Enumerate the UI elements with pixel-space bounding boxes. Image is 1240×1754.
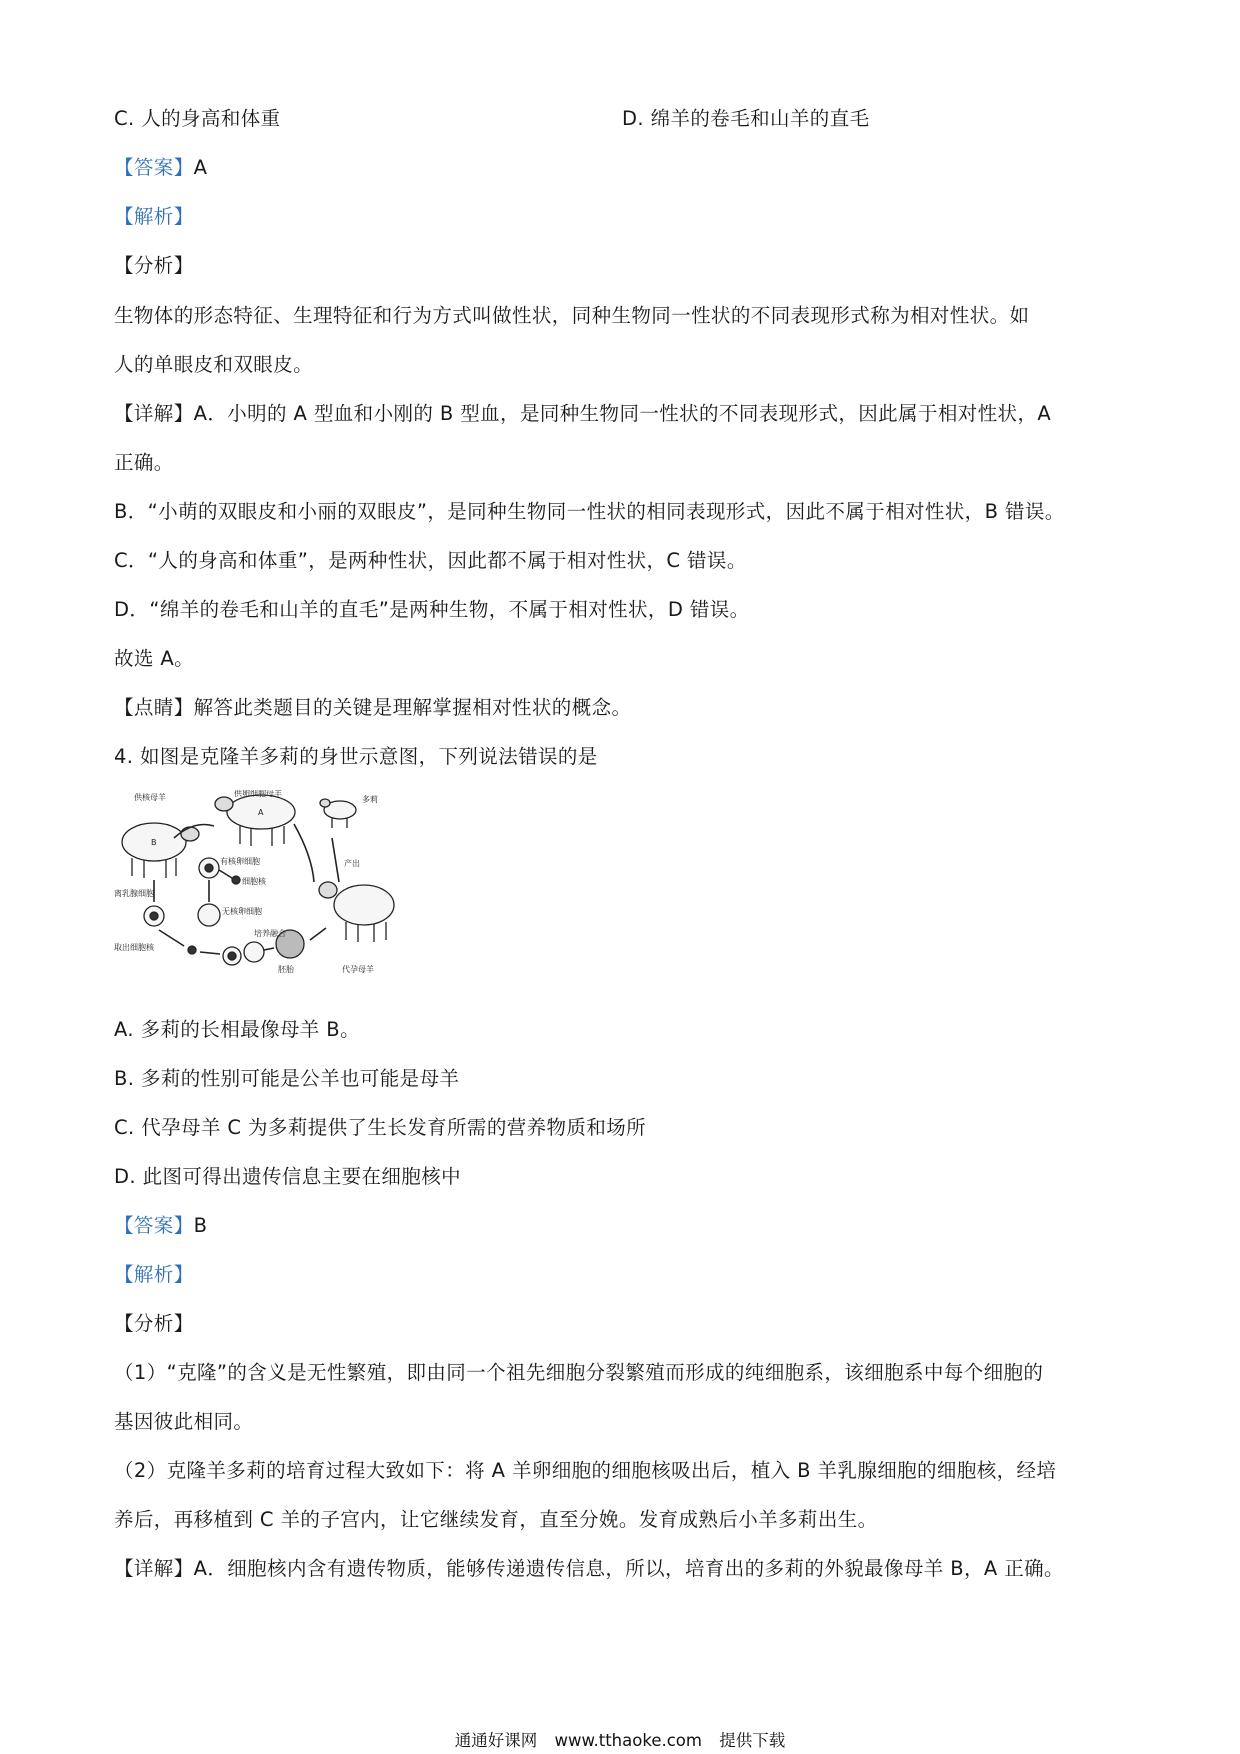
sheep-b-icon (122, 823, 199, 878)
sheep-c-icon (319, 882, 394, 942)
nucleus-icon (232, 876, 240, 884)
label-surrogate: 代孕母羊 (342, 965, 374, 974)
q4-p2-line-2: 养后，再移植到 C 羊的子宫内，让它继续发育，直至分娩。发育成熟后小羊多莉出生。 (114, 1508, 878, 1531)
detail-b: B．“小萌的双眼皮和小丽的双眼皮”，是同种生物同一性状的相同表现形式，因此不属于相对性状，B 错误。 (114, 500, 1065, 523)
dianjing: 【点睛】解答此类题目的关键是理解掌握相对性状的概念。 (114, 696, 632, 719)
q4-p1-line-2: 基因彼此相同。 (114, 1410, 254, 1433)
label-extracted: 取出细胞核 (114, 943, 154, 952)
label-mammary: 离乳腺细胞 (114, 889, 154, 898)
footer-url[interactable]: www.tthaoke.com (554, 1731, 702, 1750)
q4-option-c: C. 代孕母羊 C 为多莉提供了生长发育所需的营养物质和场所 (114, 1116, 647, 1139)
footer-note: 提供下载 (719, 1731, 786, 1750)
label-embryo: 胚胎 (278, 965, 294, 974)
detail-line-2: 正确。 (114, 451, 174, 474)
fenxi-label-prev: 【分析】 (114, 254, 194, 277)
answer-label: 【答案】 (114, 156, 194, 179)
label-birth: 产出 (344, 859, 360, 868)
option-c-prev: C. 人的身高和体重 (114, 107, 281, 130)
q4-fenxi-label: 【分析】 (114, 1312, 194, 1335)
q4-answer-label: 【答案】 (114, 1214, 194, 1237)
answer-value: A (193, 156, 208, 179)
detail-c: C．“人的身高和体重”，是两种性状，因此都不属于相对性状，C 错误。 (114, 549, 747, 572)
option-d-prev: D. 绵羊的卷毛和山羊的直毛 (622, 107, 870, 130)
page-footer (0, 1730, 1240, 1752)
sheep-a-icon (215, 795, 295, 846)
label-nucleus-cell: 有核卵细胞 (220, 857, 260, 866)
detail-d: D．“绵羊的卷毛和山羊的直毛”是两种生物，不属于相对性状，D 错误。 (114, 598, 750, 621)
q4-answer-value: B (193, 1214, 208, 1237)
label-donor-a: 供卵细胞母羊 (234, 790, 282, 798)
analysis-label-prev: 【解析】 (114, 205, 194, 228)
q4-option-a: A. 多莉的长相最像母羊 B。 (114, 1018, 360, 1041)
detail-line-1: 【详解】A．小明的 A 型血和小刚的 B 型血，是同种生物同一性状的不同表现形式，因此属于相对性状，A (114, 402, 1052, 425)
label-b-mark: B (151, 838, 157, 847)
q4-detail-a: 【详解】A．细胞核内含有遗传物质，能够传递遗传信息，所以，培育出的多莉的外貌最像母羊 B，A 正确。 (114, 1557, 1064, 1580)
label-donor-b: 供核母羊 (134, 793, 166, 802)
q4-answer (114, 1213, 207, 1239)
clone-sheep-diagram (114, 790, 404, 978)
label-nucleus: 细胞核 (242, 877, 266, 886)
q4-option-d: D. 此图可得出遗传信息主要在细胞核中 (114, 1165, 462, 1188)
footer-site-name: 通通好课网 (454, 1731, 538, 1750)
enucleated-cell-icon (198, 904, 220, 926)
conclusion: 故选 A。 (114, 647, 195, 670)
answer-prev (114, 155, 207, 181)
label-fusion: 培养融合 (254, 929, 286, 938)
extracted-nucleus-icon (188, 946, 196, 954)
label-enucleated: 无核卵细胞 (222, 907, 262, 916)
q4-analysis-label: 【解析】 (114, 1263, 194, 1286)
question-4-stem: 4. 如图是克隆羊多莉的身世示意图，下列说法错误的是 (114, 745, 598, 768)
label-a-mark: A (258, 808, 264, 817)
q4-option-b: B. 多莉的性别可能是公羊也可能是母羊 (114, 1067, 460, 1090)
fenxi-line-2: 人的单眼皮和双眼皮。 (114, 353, 314, 376)
q4-p2-line-1: （2）克隆羊多莉的培育过程大致如下：将 A 羊卵细胞的细胞核吸出后，植入 B 羊乳腺细胞的细胞核，经培 (114, 1459, 1057, 1482)
fenxi-line-1: 生物体的形态特征、生理特征和行为方式叫做性状，同种生物同一性状的不同表现形式称为相对性状。如 (114, 304, 1030, 327)
q4-p1-line-1: （1）“克隆”的含义是无性繁殖，即由同一个祖先细胞分裂繁殖而形成的纯细胞系，该细胞系中每个细胞的 (114, 1361, 1044, 1384)
dolly-icon (320, 799, 356, 828)
label-dolly: 多莉 (362, 795, 378, 804)
